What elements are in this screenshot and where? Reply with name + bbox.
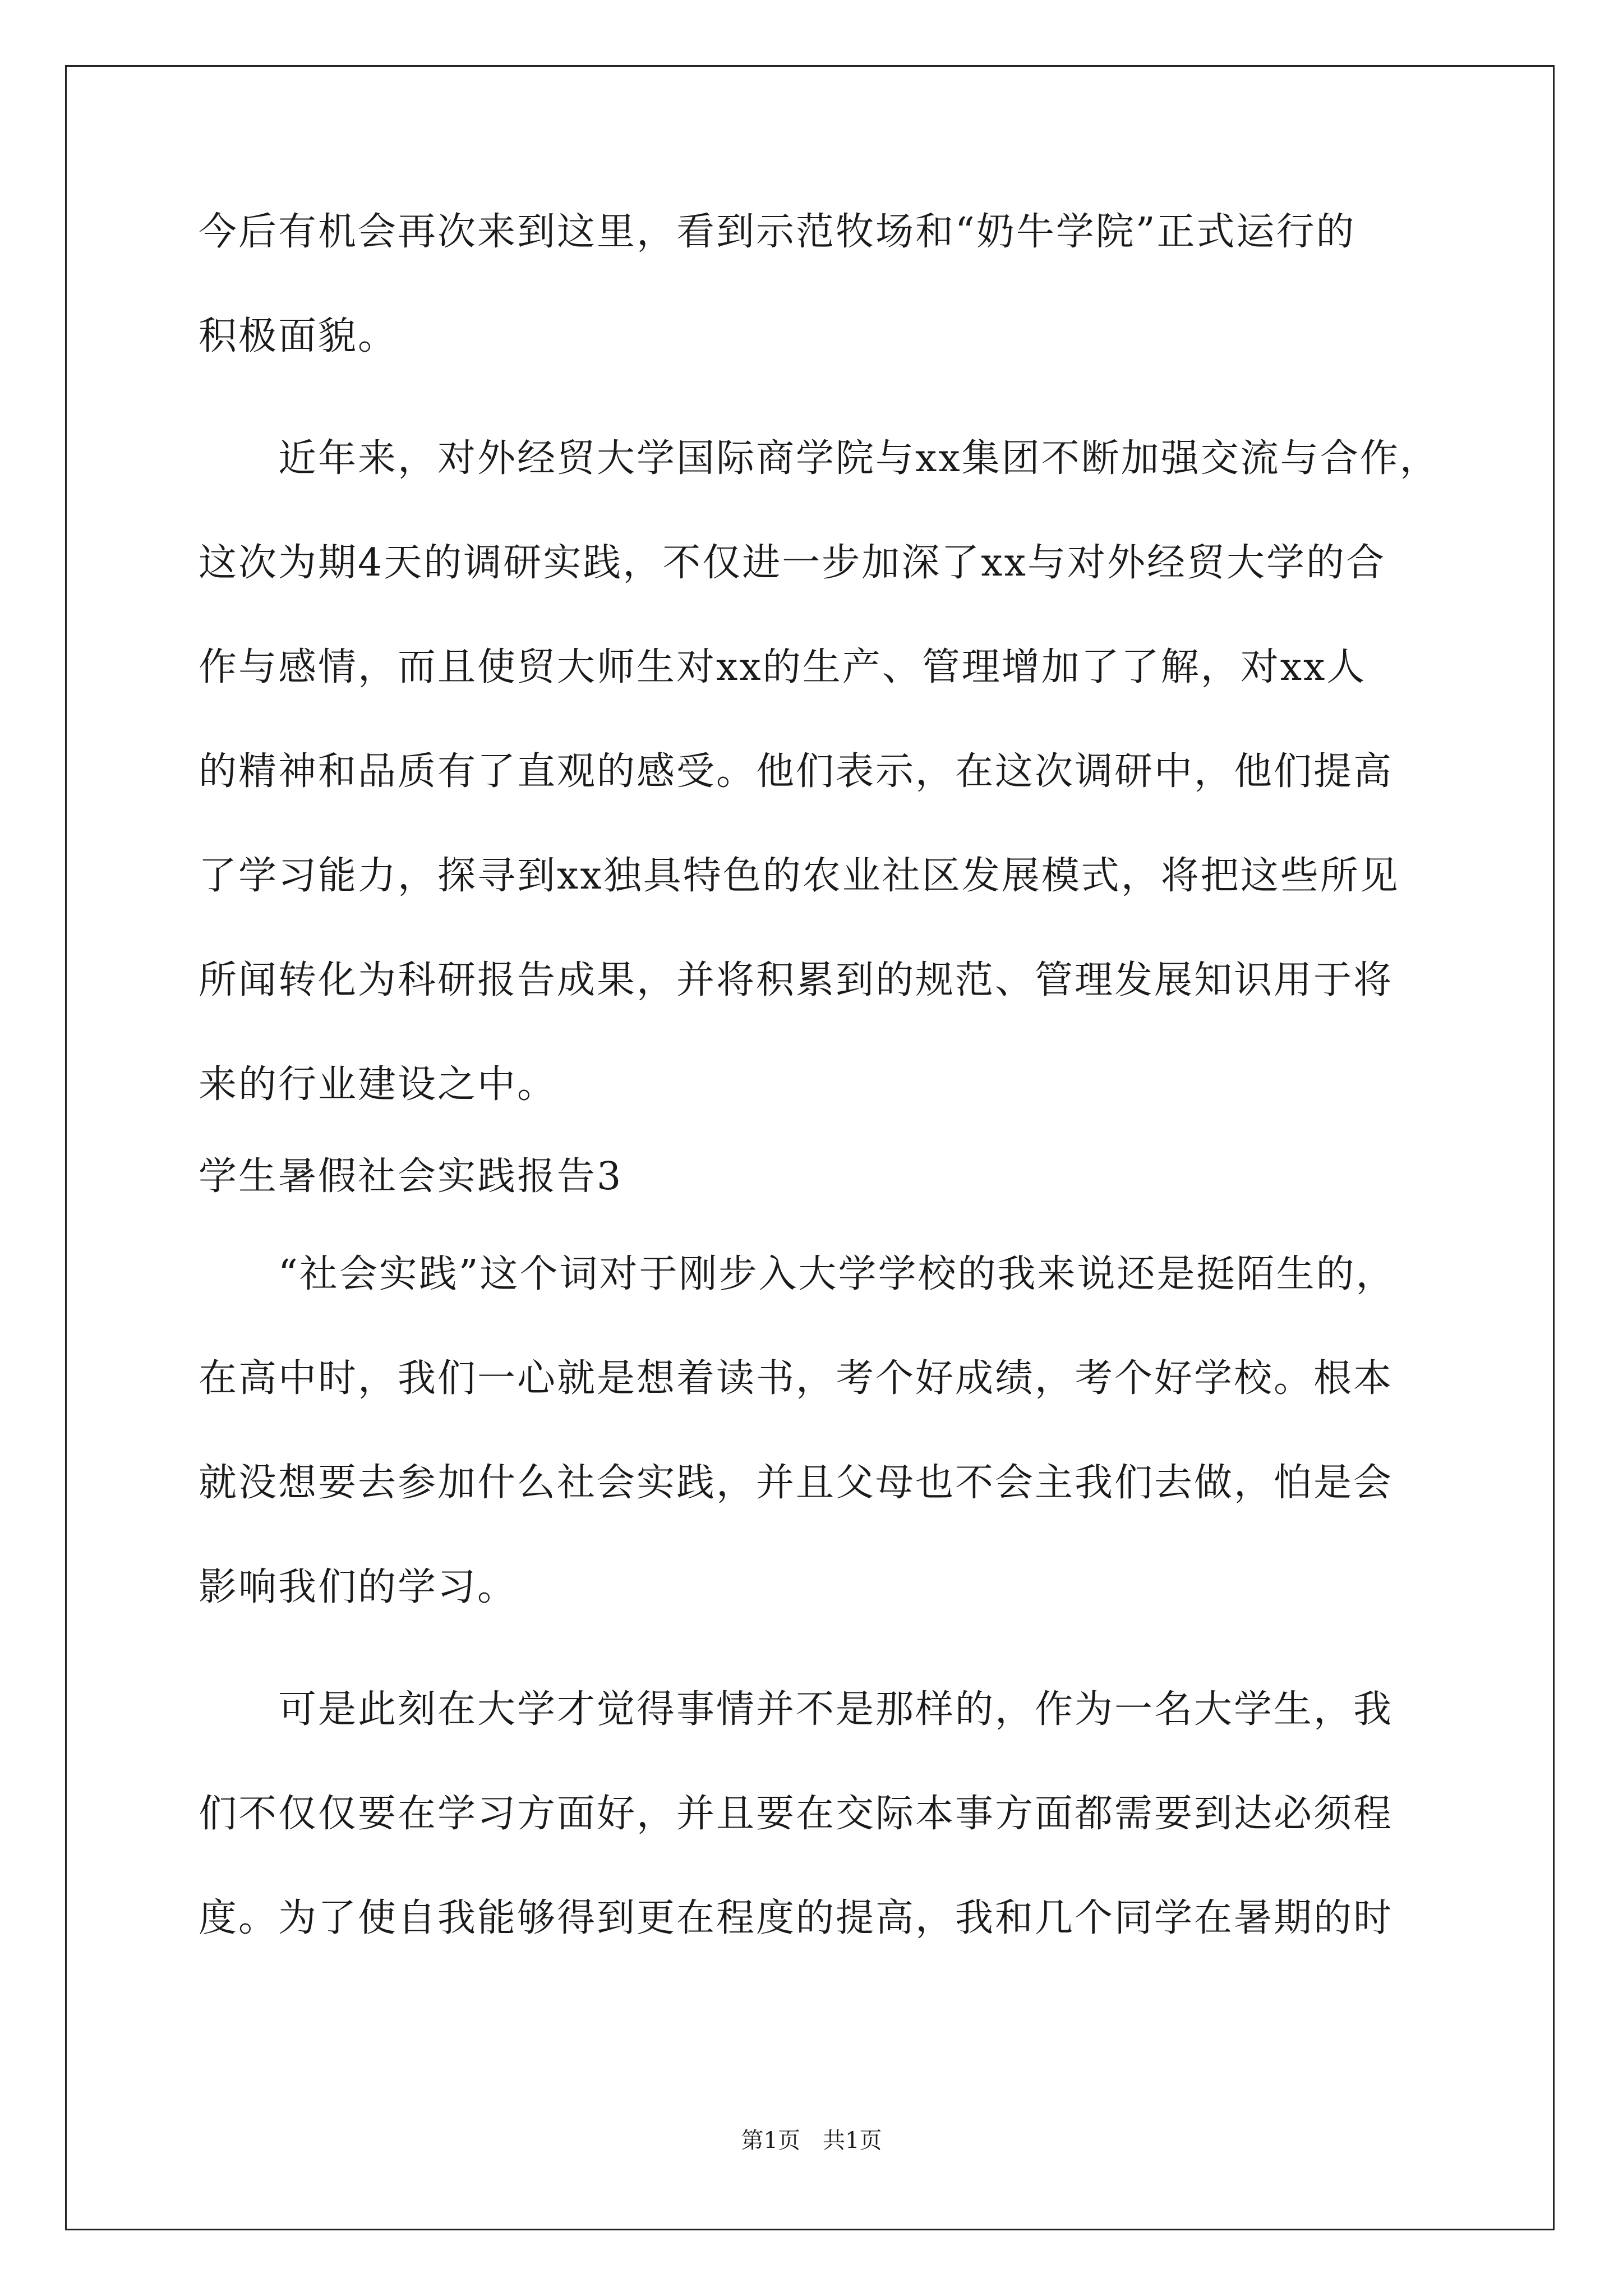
- page-footer: 第1页 共1页: [741, 2128, 882, 2154]
- text-line: 的精神和品质有了直观的感受。他们表示，在这次调研中，他们提高: [199, 749, 1394, 794]
- text-line: 了学习能力，探寻到xx独具特色的农业社区发展模式，将把这些所见: [199, 854, 1400, 898]
- text-line: 作与感情，而且使贸大师生对xx的生产、管理增加了了解，对xx人: [199, 645, 1367, 689]
- section-heading: 学生暑假社会实践报告3: [199, 1154, 623, 1199]
- text-line: 来的行业建设之中。: [199, 1062, 557, 1107]
- document-body: [199, 210, 1440, 1940]
- text-line: 们不仅仅要在学习方面好，并且要在交际本事方面都需要到达必须程: [199, 1792, 1394, 1836]
- text-line: 就没想要去参加什么社会实践，并且父母也不会主我们去做，怕是会: [199, 1461, 1394, 1505]
- text-line: 这次为期4天的调研实践，不仅进一步加深了xx与对外经贸大学的合: [199, 541, 1386, 585]
- text-line: 近年来，对外经贸大学国际商学院与xx集团不断加强交流与合作，: [199, 436, 1440, 481]
- text-line: 影响我们的学习。: [199, 1565, 518, 1609]
- text-line: “社会实践”这个词对于刚步入大学学校的我来说还是挺陌生的，: [199, 1252, 1396, 1296]
- text-line: 在高中时，我们一心就是想着读书，考个好成绩，考个好学校。根本: [199, 1356, 1394, 1401]
- text-line: 度。为了使自我能够得到更在程度的提高，我和几个同学在暑期的时: [199, 1896, 1394, 1940]
- text-line: 积极面貌。: [199, 314, 398, 358]
- text-line: 今后有机会再次来到这里，看到示范牧场和“奶牛学院”正式运行的: [199, 210, 1356, 254]
- text-line: 所闻转化为科研报告成果，并将积累到的规范、管理发展知识用于将: [199, 958, 1394, 1002]
- text-line: 可是此刻在大学才觉得事情并不是那样的，作为一名大学生，我: [199, 1687, 1394, 1732]
